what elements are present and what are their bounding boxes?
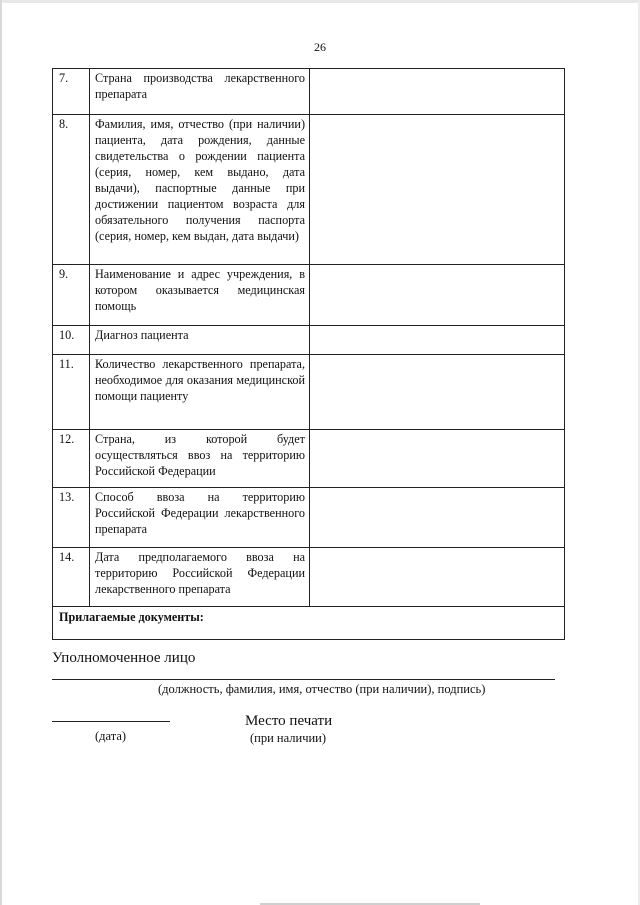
row-value-field[interactable] [310, 115, 565, 265]
row-number: 14. [53, 548, 90, 607]
table-row-11 [53, 355, 565, 430]
row-label: Фамилия, имя, отчество (при наличии) пациента, дата рождения, данные свидетельства о рождении пациента (серия, номер, кем выдано, дата выдачи), паспортные данные при достижении пациентом возраста для обязательного получения паспорта (серия, номер, кем выдан, дата выдачи) [90, 115, 310, 265]
row-label: Способ ввоза на территорию Российской Федерации лекарственного препарата [90, 488, 310, 548]
row-label: Дата предполагаемого ввоза на территорию Российской Федерации лекарственного препарата [90, 548, 310, 607]
row-value-field[interactable] [310, 355, 565, 430]
date-line[interactable] [52, 721, 170, 722]
stamp-caption: (при наличии) [250, 731, 327, 745]
page-edge-top [0, 0, 640, 3]
table-row-13 [53, 488, 565, 548]
date-caption: (дата) [95, 729, 127, 743]
attachments-row [53, 607, 565, 640]
signature-line[interactable] [52, 679, 555, 680]
row-value-field[interactable] [310, 548, 565, 607]
signature-caption: (должность, фамилия, имя, отчество (при наличии), подпись) [158, 682, 486, 696]
page-edge-left [0, 0, 2, 905]
table-row-9 [53, 265, 565, 326]
row-number: 7. [53, 69, 90, 115]
table-row-7 [53, 69, 565, 115]
row-value-field[interactable] [310, 326, 565, 355]
row-value-field[interactable] [310, 265, 565, 326]
row-label: Наименование и адрес учреждения, в котором оказывается медицинская помощь [90, 265, 310, 326]
table-row-8 [53, 115, 565, 265]
row-label: Диагноз пациента [90, 326, 310, 355]
table-row-12 [53, 430, 565, 488]
page-number: 26 [314, 40, 326, 54]
table-row-14 [53, 548, 565, 607]
stamp-label: Место печати [245, 713, 333, 729]
row-number: 13. [53, 488, 90, 548]
row-label: Страна производства лекарственного препарата [90, 69, 310, 115]
row-label: Количество лекарственного препарата, необходимое для оказания медицинской помощи пациенту [90, 355, 310, 430]
table-row-10 [53, 326, 565, 355]
row-number: 11. [53, 355, 90, 430]
row-number: 12. [53, 430, 90, 488]
row-number: 10. [53, 326, 90, 355]
attachments-label: Прилагаемые документы: [53, 607, 565, 640]
row-value-field[interactable] [310, 430, 565, 488]
row-number: 9. [53, 265, 90, 326]
row-number: 8. [53, 115, 90, 265]
authorized-person-label: Уполномоченное лицо [52, 650, 196, 666]
row-value-field[interactable] [310, 69, 565, 115]
row-value-field[interactable] [310, 488, 565, 548]
row-label: Страна, из которой будет осуществляться ввоз на территорию Российской Федерации [90, 430, 310, 488]
application-form-table [52, 68, 565, 640]
